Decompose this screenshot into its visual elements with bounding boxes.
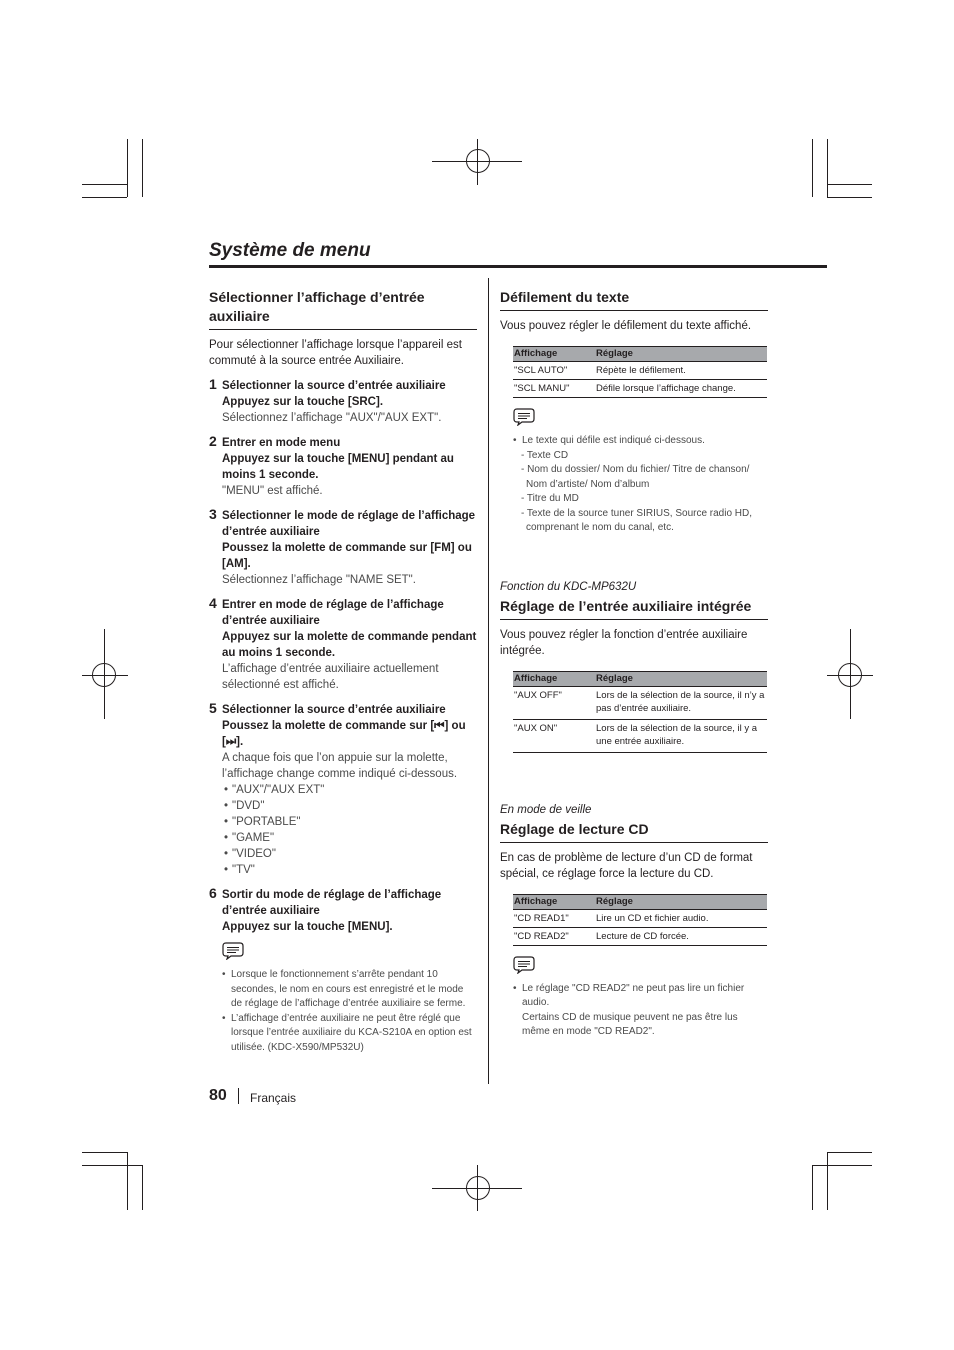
- crop-mark: [812, 139, 813, 197]
- step-title: Entrer en mode menu: [222, 437, 341, 449]
- column-header: Affichage: [513, 671, 595, 686]
- notes-list: [513, 982, 768, 1040]
- table-cell: Lecture de CD forcée.: [595, 927, 767, 945]
- crop-mark: [827, 197, 872, 198]
- table-row: [513, 380, 767, 398]
- column-header: Réglage: [595, 894, 767, 909]
- page-number: 80: [209, 1087, 227, 1104]
- crop-mark: [812, 1165, 813, 1210]
- section-heading: Défilement du texte: [500, 288, 768, 311]
- list-item: • "TV": [222, 862, 477, 878]
- table-row: [513, 719, 767, 752]
- step-detail: A chaque fois que l’on appuie sur la molette, l’affichage change comme indiqué ci-dessous.: [222, 752, 458, 780]
- section-intro: En cas de problème de lecture d’un CD de format spécial, ce réglage force la lecture du CD.: [500, 851, 753, 880]
- table-row: [513, 927, 767, 945]
- crop-mark: [142, 1165, 143, 1210]
- table-cell: Défile lorsque l’affichage change.: [595, 380, 767, 398]
- list-item: • "DVD": [222, 798, 477, 814]
- crop-mark: [827, 1152, 828, 1210]
- column-header: Réglage: [595, 347, 767, 362]
- step-action: Poussez la molette de commande sur [FM] ou [AM].: [222, 542, 472, 570]
- crop-mark: [82, 184, 127, 185]
- column-header: Affichage: [513, 347, 595, 362]
- note-text: Certains CD de musique peuvent ne pas être lus même en mode "CD READ2".: [522, 1011, 738, 1037]
- note-item: • L’affichage d’entrée auxiliaire ne peut être réglé que lorsque l’entrée auxiliaire du KCA-S210A en option est utilisée. (KDC-X590/MP532U): [222, 1012, 477, 1056]
- step-title: Sélectionner la source d’entrée auxiliaire: [222, 380, 446, 392]
- registration-mark: [477, 139, 478, 185]
- notes-list: [513, 434, 768, 449]
- settings-table: [513, 894, 767, 946]
- step-detail: Sélectionnez l’affichage "AUX"/"AUX EXT".: [222, 412, 442, 424]
- list-item: • "VIDEO": [222, 846, 477, 862]
- footer-divider: [238, 1088, 239, 1104]
- step-detail: Sélectionnez l’affichage "NAME SET".: [222, 574, 416, 586]
- note-icon: [513, 408, 535, 426]
- step-number: 3: [209, 506, 217, 522]
- section-intro: Vous pouvez régler le défilement du texte affiché.: [500, 320, 752, 332]
- table-cell: Répète le défilement.: [595, 362, 767, 380]
- page-title: Système de menu: [209, 240, 371, 261]
- step-action: Poussez la molette de commande sur [⏮] ou [⏭].: [222, 720, 466, 748]
- notes-list: [222, 968, 477, 1055]
- step-action: Appuyez sur la molette de commande pendant au moins 1 seconde.: [222, 631, 477, 659]
- step-detail: "MENU" est affiché.: [222, 485, 323, 497]
- table-row: [513, 909, 767, 927]
- function-label: En mode de veille: [500, 803, 592, 816]
- section-intro: Vous pouvez régler la fonction d’entrée auxiliaire intégrée.: [500, 628, 748, 657]
- crop-mark: [142, 139, 143, 197]
- step-number: 2: [209, 433, 217, 449]
- display-options-list: [222, 782, 477, 878]
- table-cell: "SCL MANU": [513, 380, 595, 398]
- note-subitem: - Texte de la source tuner SIRIUS, Source radio HD, comprenant le nom du canal, etc.: [521, 507, 753, 533]
- step-5: [209, 702, 477, 878]
- section-intro: Pour sélectionner l’affichage lorsque l’appareil est commuté à la source entrée Auxiliaire.: [209, 339, 462, 367]
- crop-mark: [827, 1152, 872, 1153]
- list-item: • "PORTABLE": [222, 814, 477, 830]
- step-number: 5: [209, 700, 217, 716]
- registration-mark: [850, 629, 851, 719]
- crop-mark: [82, 1152, 127, 1153]
- column-header: Affichage: [513, 894, 595, 909]
- crop-mark: [827, 139, 828, 197]
- crop-mark: [812, 1165, 872, 1166]
- crop-mark: [82, 1165, 142, 1166]
- column-header: Réglage: [595, 671, 767, 686]
- step-action: Appuyez sur la touche [SRC].: [222, 396, 384, 408]
- step-6: [209, 887, 477, 935]
- note-item: • Lorsque le fonctionnement s’arrête pendant 10 secondes, le nom en cours est enregistré et le mode de réglage de l’affichage d’entrée auxiliaire se ferme.: [222, 968, 477, 1012]
- section-heading: Réglage de lecture CD: [500, 820, 768, 843]
- note-icon: [222, 942, 244, 960]
- step-action: Appuyez sur la touche [MENU].: [222, 921, 393, 933]
- list-item: • "AUX"/"AUX EXT": [222, 782, 477, 798]
- step-4: [209, 597, 477, 693]
- step-title: Entrer en mode de réglage de l’affichage d’entrée auxiliaire: [222, 599, 444, 627]
- step-number: 4: [209, 595, 217, 611]
- step-number: 6: [209, 885, 217, 901]
- step-3: [209, 508, 477, 588]
- list-item: • "GAME": [222, 830, 477, 846]
- table-cell: "AUX ON": [513, 719, 595, 752]
- crop-mark: [82, 197, 127, 198]
- settings-table: [513, 671, 767, 753]
- crop-mark: [827, 184, 872, 185]
- table-cell: "CD READ1": [513, 909, 595, 927]
- function-label: Fonction du KDC-MP632U: [500, 580, 637, 593]
- title-rule: [209, 265, 827, 268]
- right-column: [500, 288, 768, 1040]
- step-detail: L’affichage d’entrée auxiliaire actuellement sélectionné est affiché.: [222, 663, 439, 691]
- step-title: Sélectionner la source d’entrée auxiliaire: [222, 704, 446, 716]
- step-2: [209, 435, 477, 499]
- table-cell: Lors de la sélection de la source, il n’y a pas d’entrée auxiliaire.: [595, 686, 767, 719]
- section-heading: Sélectionner l’affichage d’entrée auxiliaire: [209, 288, 477, 330]
- table-cell: Lire un CD et fichier audio.: [595, 909, 767, 927]
- crop-mark: [127, 1152, 128, 1210]
- step-title: Sortir du mode de réglage de l’affichage d’entrée auxiliaire: [222, 889, 442, 917]
- note-item: [513, 982, 768, 1040]
- note-subitem: - Nom du dossier/ Nom du fichier/ Titre de chanson/ Nom d’artiste/ Nom d’album: [521, 464, 750, 490]
- registration-mark: [82, 675, 128, 676]
- section-heading: Réglage de l’entrée auxiliaire intégrée: [500, 597, 768, 620]
- settings-table: [513, 346, 767, 398]
- note-icon: [513, 956, 535, 974]
- step-action: Appuyez sur la touche [MENU] pendant au moins 1 seconde.: [222, 453, 454, 481]
- note-item: • Le texte qui défile est indiqué ci-dessous.: [513, 434, 768, 449]
- table-cell: "SCL AUTO": [513, 362, 595, 380]
- note-text: • Le réglage "CD READ2" ne peut pas lire un fichier audio.: [522, 982, 745, 1008]
- page-language: Français: [250, 1091, 297, 1105]
- registration-mark: [477, 1165, 478, 1211]
- crop-mark: [127, 139, 128, 197]
- table-row: [513, 362, 767, 380]
- table-row: [513, 686, 767, 719]
- column-divider: [488, 278, 489, 1084]
- table-cell: "CD READ2": [513, 927, 595, 945]
- note-subitem: - Texte CD: [521, 449, 569, 461]
- step-number: 1: [209, 376, 217, 392]
- table-cell: Lors de la sélection de la source, il y a une entrée auxiliaire.: [595, 719, 767, 752]
- registration-mark: [104, 629, 105, 719]
- table-cell: "AUX OFF": [513, 686, 595, 719]
- step-1: [209, 378, 477, 426]
- step-title: Sélectionner le mode de réglage de l’affichage d’entrée auxiliaire: [222, 510, 476, 538]
- left-column: [209, 288, 477, 1055]
- note-subitem: - Titre du MD: [521, 493, 579, 504]
